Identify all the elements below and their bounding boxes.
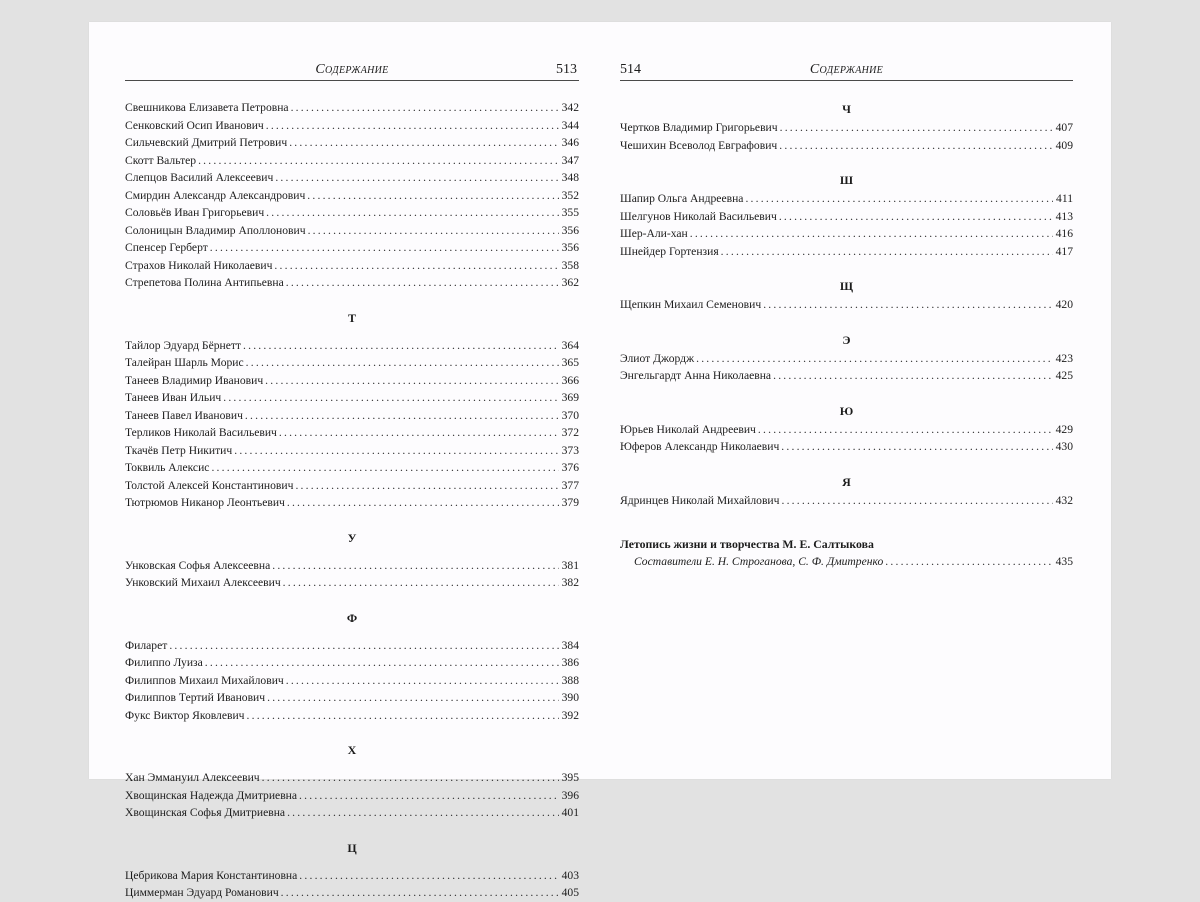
dot-leader bbox=[281, 884, 559, 902]
entry-name: Унковский Михаил Алексеевич bbox=[125, 576, 281, 589]
entry-name: Хвощинская Надежда Дмитриевна bbox=[125, 788, 298, 802]
section-letter: Ш bbox=[839, 173, 854, 187]
running-head-title: Содержание bbox=[809, 62, 884, 77]
section-letter: Щ bbox=[839, 279, 854, 293]
toc-entry[interactable] bbox=[620, 350, 1073, 368]
dot-leader bbox=[779, 137, 1052, 155]
entry-page-number: 364 bbox=[561, 338, 579, 352]
toc-entry[interactable] bbox=[125, 424, 579, 442]
entry-page-number: 395 bbox=[561, 771, 579, 784]
toc-entry[interactable] bbox=[125, 337, 579, 355]
toc-entry[interactable] bbox=[125, 637, 579, 655]
entry-name: Свешникова Елизавета Петровна bbox=[125, 101, 289, 114]
entry-name: Танеев Иван Ильич bbox=[125, 391, 222, 404]
dot-leader bbox=[287, 804, 559, 822]
section-gap bbox=[620, 154, 1073, 171]
entry-name: Тютрюмов Никанор Леонтьевич bbox=[125, 496, 285, 509]
section-letter: Т bbox=[347, 310, 356, 325]
page-number: 514 bbox=[620, 62, 641, 77]
section-letter: Э bbox=[842, 332, 851, 347]
chronicle-entry[interactable] bbox=[620, 553, 1073, 571]
entry-name: Элиот Джордж bbox=[620, 351, 695, 365]
dot-leader bbox=[267, 689, 559, 707]
entry-page-number: 346 bbox=[561, 136, 579, 149]
dot-leader bbox=[265, 372, 558, 390]
dot-leader bbox=[266, 117, 559, 135]
entry-name: Ядринцев Николай Михайлович bbox=[620, 493, 780, 507]
dot-leader bbox=[274, 257, 558, 275]
section-letter: Я bbox=[842, 474, 851, 489]
entry-name: Чешихин Всеволод Евграфович bbox=[620, 138, 778, 152]
toc-entry[interactable] bbox=[620, 137, 1073, 155]
section-gap bbox=[125, 548, 579, 557]
entry-page-number: 347 bbox=[561, 153, 579, 167]
dot-leader bbox=[286, 672, 559, 690]
section-gap bbox=[620, 456, 1073, 473]
dot-leader bbox=[307, 187, 558, 205]
entry-name: Шелгунов Николай Васильевич bbox=[620, 209, 777, 223]
toc-entry[interactable] bbox=[125, 442, 579, 460]
toc-entry[interactable] bbox=[125, 407, 579, 425]
entry-page-number: 411 bbox=[1056, 192, 1073, 205]
dot-leader bbox=[286, 274, 559, 292]
toc-entry[interactable] bbox=[125, 99, 579, 117]
toc-entry[interactable] bbox=[125, 769, 579, 787]
dot-leader bbox=[291, 99, 559, 117]
toc-entry[interactable] bbox=[125, 257, 579, 275]
entry-name: Циммерман Эдуард Романович bbox=[125, 886, 279, 899]
dot-leader bbox=[223, 389, 558, 407]
running-head-title: Содержание bbox=[315, 62, 389, 77]
dot-leader bbox=[745, 190, 1053, 208]
chronicle-title[interactable]: Летопись жизни и творчества М. Е. Салтыкова bbox=[620, 537, 874, 551]
toc-entry[interactable] bbox=[620, 119, 1073, 137]
section-letter: Ч bbox=[842, 102, 851, 116]
toc-entry[interactable] bbox=[125, 867, 579, 885]
toc-entry[interactable] bbox=[620, 421, 1073, 439]
section-gap bbox=[620, 314, 1073, 331]
toc-entry[interactable] bbox=[620, 225, 1073, 243]
entry-page-number: 386 bbox=[561, 656, 579, 669]
entry-name: Танеев Павел Иванович bbox=[125, 408, 243, 422]
dot-leader bbox=[169, 637, 558, 655]
entry-page-number: 429 bbox=[1055, 422, 1073, 436]
dot-leader bbox=[247, 707, 559, 725]
toc-entry[interactable] bbox=[125, 204, 579, 222]
entry-page-number: 365 bbox=[561, 356, 579, 369]
toc-content bbox=[620, 100, 1073, 571]
toc-entry[interactable] bbox=[125, 169, 579, 187]
entry-name: Сенковский Осип Иванович bbox=[125, 118, 264, 132]
toc-entry[interactable] bbox=[620, 190, 1073, 208]
dot-leader bbox=[243, 337, 559, 355]
entry-name: Скотт Вальтер bbox=[125, 153, 197, 167]
entry-name: Сильчевский Дмитрий Петрович bbox=[125, 136, 288, 149]
toc-entry[interactable] bbox=[125, 187, 579, 205]
entry-name: Шнейдер Гортензия bbox=[620, 244, 719, 258]
entry-page-number: 366 bbox=[561, 373, 579, 387]
toc-entry[interactable] bbox=[125, 459, 579, 477]
dot-leader bbox=[279, 424, 559, 442]
section-gap bbox=[125, 724, 579, 741]
entry-page-number: 430 bbox=[1055, 440, 1073, 453]
entry-name: Хан Эммануил Алексеевич bbox=[125, 771, 260, 784]
dot-leader bbox=[781, 492, 1052, 510]
dot-leader bbox=[246, 354, 559, 372]
dot-leader bbox=[299, 787, 559, 805]
dot-leader bbox=[245, 407, 559, 425]
dot-leader bbox=[885, 553, 1052, 571]
toc-entry[interactable] bbox=[125, 672, 579, 690]
entry-name: Филиппо Луиза bbox=[125, 656, 203, 669]
section-gap bbox=[125, 628, 579, 637]
dot-leader bbox=[780, 119, 1053, 137]
entry-page-number: 409 bbox=[1055, 138, 1073, 152]
dot-leader bbox=[295, 477, 558, 495]
section-gap bbox=[125, 592, 579, 609]
dot-leader bbox=[690, 225, 1053, 243]
dot-leader bbox=[272, 557, 558, 575]
entry-name: Соловьёв Иван Григорьевич bbox=[125, 206, 265, 219]
dot-leader bbox=[262, 769, 559, 787]
toc-entry[interactable] bbox=[125, 274, 579, 292]
entry-name: Слепцов Василий Алексеевич bbox=[125, 171, 274, 184]
entry-name: Ткачёв Петр Никитич bbox=[125, 443, 233, 457]
toc-entry[interactable] bbox=[125, 134, 579, 152]
entry-name: Солоницын Владимир Аполлонович bbox=[125, 223, 306, 237]
section-gap bbox=[125, 760, 579, 769]
entry-page-number: 407 bbox=[1055, 121, 1073, 134]
chronicle-compilers: Составители Е. Н. Строганова, С. Ф. Дмитренко bbox=[634, 555, 884, 568]
entry-page-number: 388 bbox=[561, 673, 579, 687]
toc-entry[interactable] bbox=[125, 239, 579, 257]
running-head bbox=[125, 62, 579, 81]
entry-page-number: 379 bbox=[561, 496, 579, 509]
entry-name: Филиппов Михаил Михайлович bbox=[125, 673, 284, 687]
entry-name: Щепкин Михаил Семенович bbox=[620, 298, 762, 311]
toc-entry[interactable] bbox=[620, 243, 1073, 261]
section-gap bbox=[125, 512, 579, 529]
entry-page-number: 356 bbox=[561, 223, 579, 237]
dot-leader bbox=[266, 204, 558, 222]
entry-name: Толстой Алексей Константинович bbox=[125, 478, 294, 492]
entry-page-number: 420 bbox=[1055, 298, 1073, 311]
dot-leader bbox=[721, 243, 1053, 261]
entry-page-number: 435 bbox=[1055, 555, 1073, 568]
dot-leader bbox=[289, 134, 558, 152]
section-gap bbox=[620, 260, 1073, 277]
toc-entry[interactable] bbox=[125, 707, 579, 725]
entry-page-number: 352 bbox=[561, 188, 579, 202]
entry-page-number: 377 bbox=[561, 478, 579, 492]
entry-name: Танеев Владимир Иванович bbox=[125, 373, 264, 387]
entry-name: Шер-Али-хан bbox=[620, 227, 688, 240]
section-letter: Ц bbox=[347, 840, 357, 855]
dot-leader bbox=[763, 296, 1052, 314]
entry-page-number: 401 bbox=[561, 806, 579, 819]
entry-name: Филиппов Тертий Иванович bbox=[125, 691, 266, 704]
entry-page-number: 413 bbox=[1055, 209, 1073, 223]
toc-entry[interactable] bbox=[125, 117, 579, 135]
dot-leader bbox=[283, 574, 559, 592]
page-number: 513 bbox=[556, 62, 577, 77]
entry-page-number: 423 bbox=[1055, 351, 1073, 365]
entry-page-number: 403 bbox=[561, 868, 579, 882]
entry-name: Шапир Ольга Андреевна bbox=[620, 192, 744, 205]
toc-entry[interactable] bbox=[125, 654, 579, 672]
entry-page-number: 384 bbox=[561, 638, 579, 652]
entry-page-number: 416 bbox=[1055, 227, 1073, 240]
toc-entry[interactable] bbox=[620, 296, 1073, 314]
section-letter: Ю bbox=[839, 403, 854, 418]
entry-name: Цебрикова Мария Константиновна bbox=[125, 868, 298, 882]
entry-name: Унковская Софья Алексеевна bbox=[125, 558, 271, 572]
entry-name: Стрепетова Полина Антипьевна bbox=[125, 276, 284, 289]
section-gap bbox=[125, 292, 579, 309]
entry-name: Терликов Николай Васильевич bbox=[125, 426, 277, 439]
dot-leader bbox=[299, 867, 558, 885]
dot-leader bbox=[779, 208, 1053, 226]
entry-page-number: 344 bbox=[561, 118, 579, 132]
toc-entry[interactable] bbox=[125, 804, 579, 822]
dot-leader bbox=[198, 152, 559, 170]
dot-leader bbox=[696, 350, 1053, 368]
entry-page-number: 373 bbox=[561, 443, 579, 457]
entry-page-number: 390 bbox=[561, 691, 579, 704]
entry-page-number: 405 bbox=[561, 886, 579, 899]
toc-entry[interactable] bbox=[125, 354, 579, 372]
section-gap bbox=[620, 385, 1073, 402]
section-letter: Ф bbox=[346, 610, 358, 625]
entry-page-number: 392 bbox=[561, 708, 579, 722]
dot-leader bbox=[205, 654, 559, 672]
dot-leader bbox=[308, 222, 559, 240]
section-letter: У bbox=[347, 530, 357, 545]
entry-name: Фукс Виктор Яковлевич bbox=[125, 708, 245, 722]
entry-name: Хвощинская Софья Дмитриевна bbox=[125, 806, 286, 819]
book-spread bbox=[89, 22, 1111, 899]
toc-entry[interactable] bbox=[125, 884, 579, 902]
entry-page-number: 396 bbox=[561, 788, 579, 802]
entry-name: Юферов Александр Николаевич bbox=[620, 440, 780, 453]
toc-entry[interactable] bbox=[125, 574, 579, 592]
toc-entry[interactable] bbox=[620, 367, 1073, 385]
toc-entry[interactable] bbox=[125, 557, 579, 575]
section-gap bbox=[125, 858, 579, 867]
toc-entry[interactable] bbox=[125, 389, 579, 407]
entry-page-number: 370 bbox=[561, 408, 579, 422]
dot-leader bbox=[275, 169, 558, 187]
entry-name: Филарет bbox=[125, 638, 168, 652]
toc-entry[interactable] bbox=[125, 787, 579, 805]
dot-leader bbox=[210, 239, 559, 257]
entry-page-number: 342 bbox=[561, 101, 579, 114]
toc-entry[interactable] bbox=[125, 494, 579, 512]
entry-page-number: 369 bbox=[561, 391, 579, 404]
entry-name: Талейран Шарль Морис bbox=[125, 356, 244, 369]
toc-entry[interactable] bbox=[125, 222, 579, 240]
entry-name: Страхов Николай Николаевич bbox=[125, 258, 273, 272]
toc-entry[interactable] bbox=[125, 372, 579, 390]
dot-leader bbox=[758, 421, 1053, 439]
dot-leader bbox=[234, 442, 558, 460]
left-page bbox=[125, 22, 579, 899]
entry-page-number: 356 bbox=[561, 241, 579, 254]
entry-page-number: 372 bbox=[561, 426, 579, 439]
dot-leader bbox=[773, 367, 1053, 385]
dot-leader bbox=[211, 459, 558, 477]
toc-entry[interactable] bbox=[620, 492, 1073, 510]
entry-name: Юрьев Николай Андреевич bbox=[620, 422, 756, 436]
entry-name: Тайлор Эдуард Бёрнетт bbox=[125, 338, 241, 352]
toc-entry[interactable] bbox=[125, 689, 579, 707]
toc-entry[interactable] bbox=[125, 477, 579, 495]
right-page bbox=[620, 22, 1073, 779]
toc-entry[interactable] bbox=[620, 438, 1073, 456]
section-gap bbox=[620, 509, 1073, 536]
entry-page-number: 358 bbox=[561, 258, 579, 272]
entry-page-number: 432 bbox=[1055, 493, 1073, 507]
toc-entry[interactable] bbox=[125, 152, 579, 170]
entry-name: Чертков Владимир Григорьевич bbox=[620, 121, 778, 134]
entry-page-number: 355 bbox=[561, 206, 579, 219]
entry-page-number: 381 bbox=[561, 558, 579, 572]
entry-name: Токвиль Алексис bbox=[125, 461, 210, 474]
entry-page-number: 425 bbox=[1055, 369, 1073, 382]
entry-page-number: 362 bbox=[561, 276, 579, 289]
entry-name: Спенсер Герберт bbox=[125, 241, 208, 254]
toc-content bbox=[125, 99, 579, 902]
entry-name: Смирдин Александр Александрович bbox=[125, 188, 306, 202]
section-letter: Х bbox=[347, 743, 357, 757]
entry-page-number: 417 bbox=[1055, 244, 1073, 258]
entry-page-number: 348 bbox=[561, 171, 579, 184]
running-head bbox=[620, 62, 1073, 81]
entry-page-number: 382 bbox=[561, 576, 579, 589]
toc-entry[interactable] bbox=[620, 208, 1073, 226]
dot-leader bbox=[287, 494, 559, 512]
section-gap bbox=[125, 822, 579, 839]
section-gap bbox=[125, 328, 579, 337]
entry-page-number: 376 bbox=[561, 461, 579, 474]
dot-leader bbox=[781, 438, 1052, 456]
entry-name: Энгельгардт Анна Николаевна bbox=[620, 369, 772, 382]
